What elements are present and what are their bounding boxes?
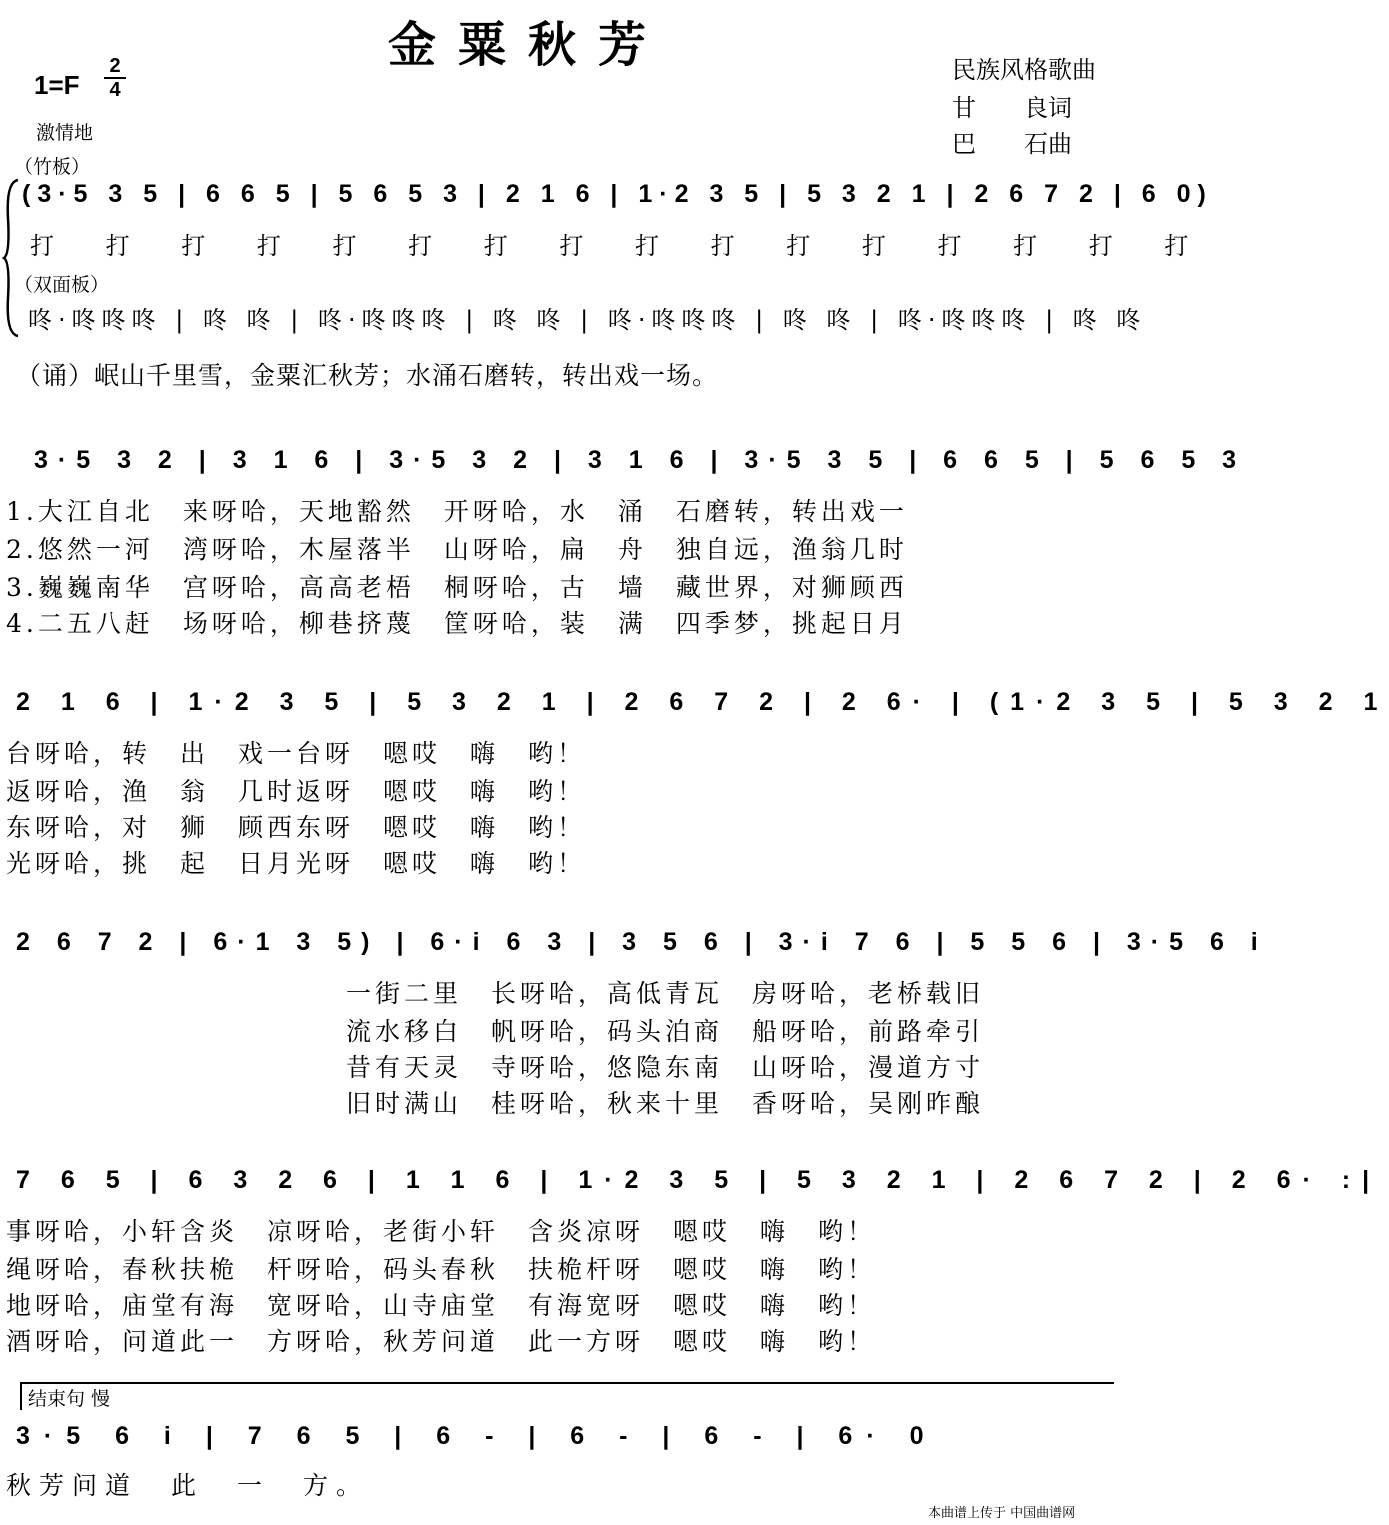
time-signature — [104, 56, 126, 100]
credit-composer: 巴 石曲 — [952, 130, 1072, 158]
system3-verse3: 昔有天灵 寺呀哈，悠隐东南 山呀哈，漫道方寸 — [346, 1053, 985, 1082]
system1-verse4: 4.二五八赶 场呀哈，柳巷挤蔑 筐呀哈，装 满 四季梦，挑起日月 — [6, 609, 908, 638]
time-bottom: 4 — [109, 79, 121, 101]
upload-footer: 本曲谱上传于 中国曲谱网 — [928, 1506, 1076, 1521]
instrument-label-bamboo: （竹板） — [14, 156, 91, 178]
credit-lyricist: 甘 良词 — [952, 94, 1072, 122]
system1-verse2: 2.悠然一河 湾呀哈，木屋落半 山呀哈，扁 舟 独自远，渔翁几时 — [6, 535, 908, 564]
coda-notes: 3·5 6 i | 7 6 5 | 6 - | 6 - | 6 - | 6· 0 — [16, 1422, 938, 1450]
system4-notes: 7 6 5 | 6 3 2 6 | 1 1 6 | 1·2 3 5 | 5 3 2 1 | 2 6 7 2 | 2 6· :| — [16, 1166, 1382, 1194]
system2-verse4: 光呀哈，挑 起 日月光呀 嗯哎 嗨 哟！ — [6, 849, 587, 878]
credit-style: 民族风格歌曲 — [952, 56, 1096, 84]
coda-label: 结束句 慢 — [28, 1388, 111, 1410]
time-top: 2 — [109, 55, 121, 77]
system3-notes: 2 6 7 2 | 6·1 3 5) | 6·i 6 3 | 3 5 6 | 3·i 7 6 | 5 5 6 | 3·5 6 i — [16, 928, 1268, 956]
system2-notes: 2 1 6 | 1·2 3 5 | 5 3 2 1 | 2 6 7 2 | 2 6· | (1·2 3 5 | 5 3 2 1 — [16, 688, 1389, 716]
tempo-marking: 激情地 — [36, 122, 94, 144]
system2-verse3: 东呀哈，对 狮 顾西东呀 嗯哎 嗨 哟！ — [6, 813, 587, 842]
recitation-line: （诵）岷山千里雪，金粟汇秋芳；水涌石磨转，转出戏一场。 — [16, 361, 719, 390]
coda-lyric: 秋芳问道 此 一 方。 — [6, 1471, 370, 1500]
page-title: 金粟秋芳 — [388, 17, 669, 73]
system-brace — [2, 178, 22, 338]
system3-verse2: 流水移白 帆呀哈，码头泊商 船呀哈，前路牵引 — [346, 1017, 985, 1046]
intro-beats-drum: 咚·咚咚咚 | 咚 咚 | 咚·咚咚咚 | 咚 咚 | 咚·咚咚咚 | 咚 咚 | 咚·咚咚咚 | 咚 咚 — [28, 306, 1147, 334]
system4-verse1: 事呀哈，小轩含炎 凉呀哈，老街小轩 含炎凉呀 嗯哎 嗨 哟！ — [6, 1217, 877, 1246]
intro-notes: (3·5 3 5 | 6 6 5 | 5 6 5 3 | 2 1 6 | 1·2 3 5 | 5 3 2 1 | 2 6 7 2 | 6 0) — [22, 180, 1213, 208]
system3-verse4: 旧时满山 桂呀哈，秋来十里 香呀哈，吴刚昨酿 — [346, 1089, 985, 1118]
system4-verse4: 酒呀哈，问道此一 方呀哈，秋芳问道 此一方呀 嗯哎 嗨 哟！ — [6, 1327, 877, 1356]
system1-notes: 3·5 3 2 | 3 1 6 | 3·5 3 2 | 3 1 6 | 3·5 3 5 | 6 6 5 | 5 6 5 3 — [34, 446, 1247, 474]
system4-verse2: 绳呀哈，春秋扶桅 杆呀哈，码头春秋 扶桅杆呀 嗯哎 嗨 哟！ — [6, 1255, 877, 1284]
system2-verse2: 返呀哈，渔 翁 几时返呀 嗯哎 嗨 哟！ — [6, 777, 587, 806]
system1-verse1: 1.大江自北 来呀哈，天地豁然 开呀哈，水 涌 石磨转，转出戏一 — [6, 497, 908, 526]
intro-beats-bamboo: 打 打 打 打 打 打 打 打 打 打 打 打 打 打 打 打 — [30, 232, 1211, 260]
instrument-label-drum: （双面板） — [14, 274, 110, 296]
system1-verse3: 3.巍巍南华 宫呀哈，高高老梧 桐呀哈，古 墙 藏世界，对狮顾西 — [6, 573, 908, 602]
system2-verse1: 台呀哈，转 出 戏一台呀 嗯哎 嗨 哟！ — [6, 739, 587, 768]
system3-verse1: 一街二里 长呀哈，高低青瓦 房呀哈，老桥载旧 — [346, 979, 985, 1008]
system4-verse3: 地呀哈，庙堂有海 宽呀哈，山寺庙堂 有海宽呀 嗯哎 嗨 哟！ — [6, 1291, 877, 1320]
coda-box-line — [20, 1382, 1114, 1384]
key-signature: 1=F — [34, 70, 80, 100]
coda-box-left — [20, 1382, 22, 1410]
